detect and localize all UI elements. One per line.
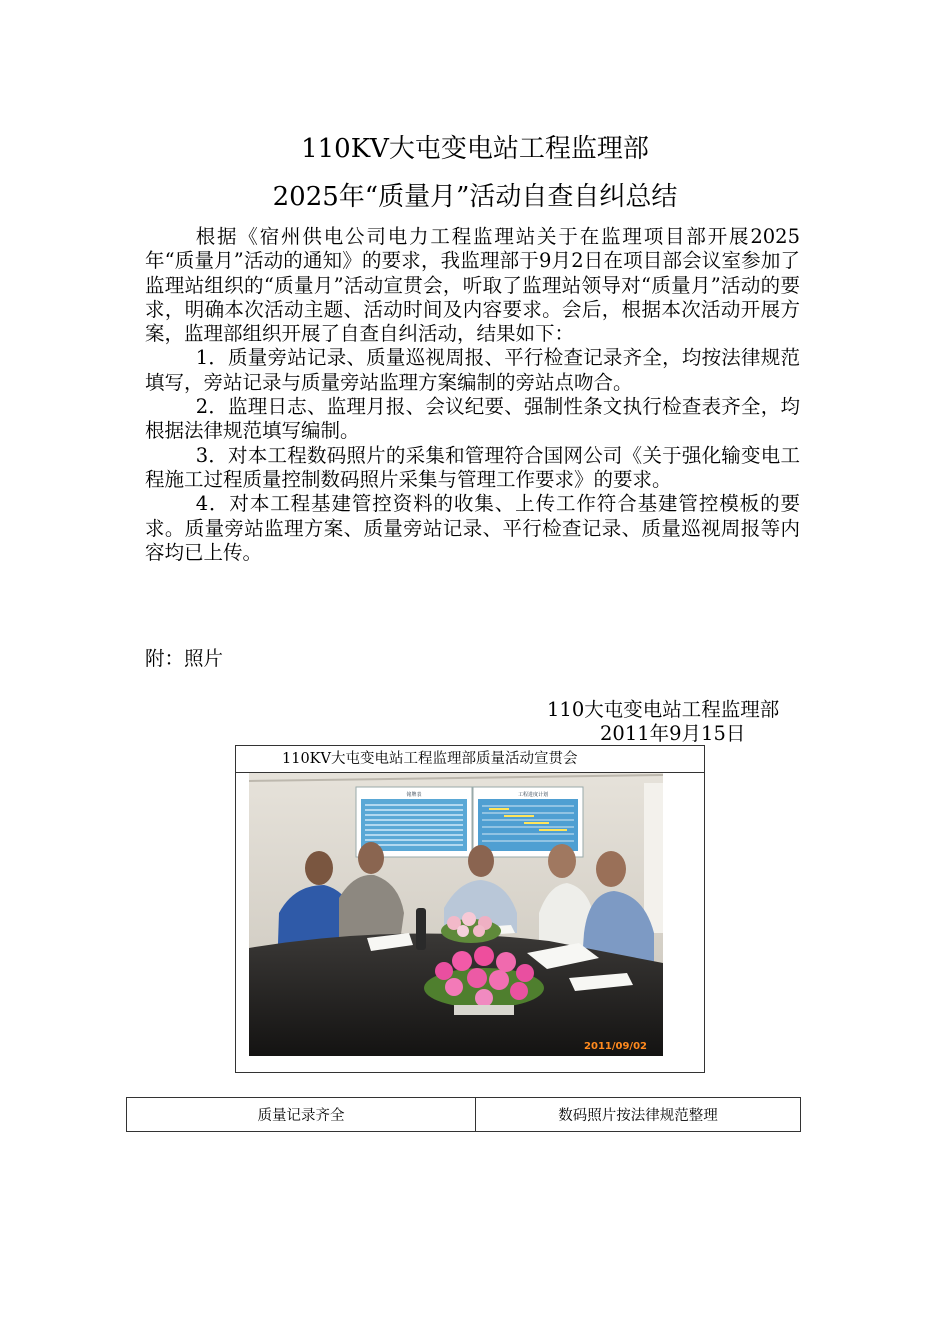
signature-block [520,698,820,746]
paragraph-item-4: 4．对本工程基建管控资料的收集、上传工作符合基建管控模板的要求。质量旁站监理方案、质量旁站记录、平行检查记录、质量巡视周报等内容均已上传。 [145,492,800,564]
signature-org: 110大屯变电站工程监理部 [547,698,780,721]
table-cell-records: 质量记录齐全 [127,1098,476,1131]
photo-timestamp: 2011/09/02 [584,1041,647,1052]
attachment-label: 附：照片 [145,647,224,670]
paragraph-item-3: 3．对本工程数码照片的采集和管理符合国网公司《关于强化输变电工程施工过程质量控制数码照片采集与管理工作要求》的要求。 [145,443,800,491]
table-cell-photos: 数码照片按法律规范整理 [558,1108,718,1124]
document-body [145,225,800,565]
paragraph-intro: 根据《宿州供电公司电力工程监理站关于在监理项目部开展2025年“质量月”活动的通知》的要求，我监理部于9月2日在项目部会议室参加了监理站组织的“质量月”活动宣贯会，听取了监理站领导对“质量月”活动的要求，明确本次活动主题、活动时间及内容要求。会后，根据本次活动开展方案，监理部组织开展了自查自纠活动，结果如下： [145,225,800,346]
paragraph-item-2: 2．监理日志、监理月报、会议纪要、强制性条文执行检查表齐全，均根据法律规范填写编制。 [145,395,800,443]
document-subtitle: 2025年“质量月”活动自查自纠总结 [272,182,678,212]
board-left-title: 铭牌表 [406,792,422,798]
board-right-title: 工程进度计划 [517,792,549,798]
document-title: 110KV大屯变电站工程监理部 [301,134,649,164]
meeting-photo [249,773,663,1056]
signature-date: 2011年9月15日 [600,722,746,745]
photo-caption: 110KV大屯变电站工程监理部质量活动宣贯会 [236,746,704,773]
summary-table [126,1097,801,1132]
paragraph-item-1: 1．质量旁站记录、质量巡视周报、平行检查记录齐全，均按法律规范填写，旁站记录与质量旁站监理方案编制的旁站点吻合。 [145,346,800,394]
photo-frame [235,745,705,1073]
